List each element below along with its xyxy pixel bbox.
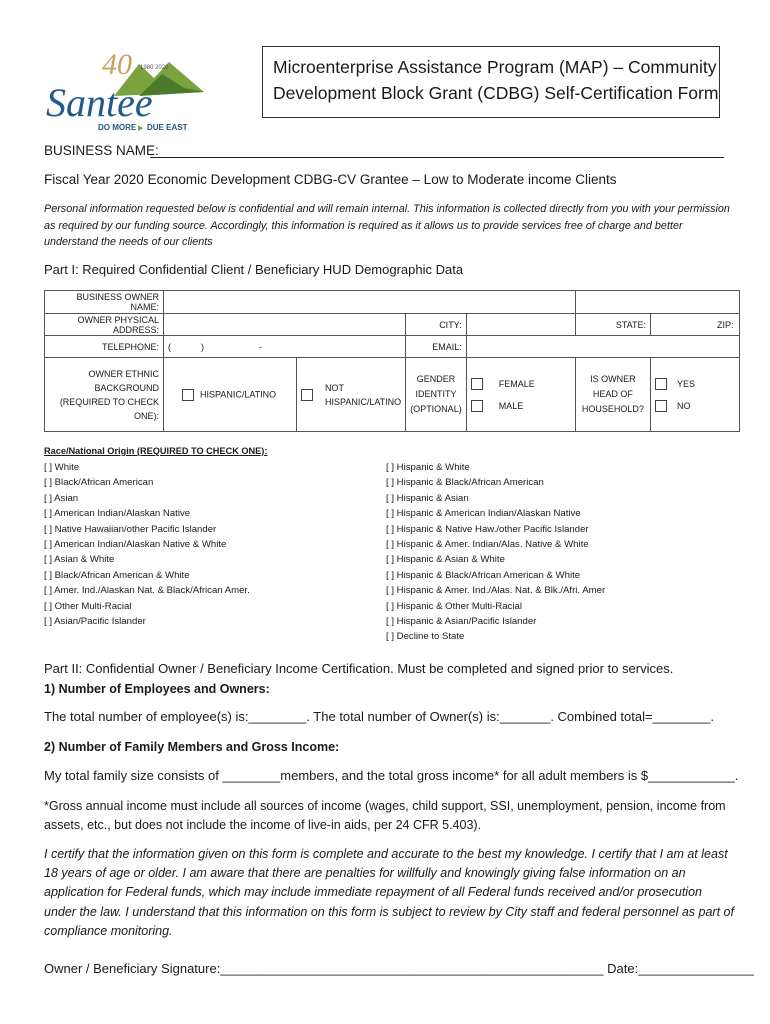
- gross-income-note: *Gross annual income must include all sources of income (wages, child support, SSI, unemployment, pension, income from assets, etc., but does not include the income of live-in aids, per 24 CFR 5.403).: [44, 799, 726, 832]
- race-option[interactable]: [ ] Hispanic & Amer. Ind./Alas. Nat. & Blk./Afri. Amer: [386, 585, 606, 597]
- intro-paragraph: Personal information requested below is confidential and will remain internal. This information is collected directly from you with your permission as required by our funding source. Accordingly, this information is required as it allows us to provide services free of charge and better understand the needs of our clients: [44, 203, 730, 248]
- race-option[interactable]: [ ] Hispanic & Asian: [386, 492, 469, 504]
- no-label: NO: [677, 400, 691, 411]
- fiscal-year-heading: Fiscal Year 2020 Economic Development CDBG-CV Grantee – Low to Moderate income Clients: [44, 172, 617, 187]
- form-title-line1: Microenterprise Assistance Program (MAP) – Community: [273, 57, 717, 77]
- ethnic-label-line1: OWNER ETHNIC BACKGROUND: [88, 368, 159, 393]
- state-label: STATE:: [575, 314, 650, 336]
- family-income-line[interactable]: My total family size consists of ________members, and the total gross income* for all adult members is $____________.: [44, 768, 739, 783]
- zip-cell[interactable]: [651, 314, 740, 336]
- male-checkbox[interactable]: [471, 400, 483, 412]
- race-option[interactable]: [ ] White: [44, 462, 80, 473]
- race-option[interactable]: [ ] Other Multi-Racial: [44, 600, 132, 612]
- race-option[interactable]: [ ] Decline to State: [386, 631, 465, 643]
- tel-close-paren: ): [201, 341, 204, 352]
- not-hispanic-option[interactable]: [297, 358, 406, 432]
- anniversary-years: 1980 2020: [140, 65, 169, 71]
- race-option[interactable]: [ ] Asian & White: [44, 554, 115, 566]
- owner-name-field-extra[interactable]: [575, 291, 739, 314]
- race-option[interactable]: [ ] Asian: [44, 492, 79, 504]
- brand-name: Santee: [46, 80, 153, 125]
- tel-open-paren: (: [168, 341, 171, 352]
- certification-statement: I certify that the information given on this form is complete and accurate to the best my knowledge. I certify that I am at least 18 years of age or older. I am aware that there are penalties for willfully and knowingly giving false information on an application for Federal funds, which may include immediate repayment of all Federal funds received and/or prosecution under the law. I understand that this information on this form is subject to review by City staff and federal personnel as part of compliance monitoring.: [44, 847, 734, 938]
- female-label: FEMALE: [498, 378, 535, 389]
- yes-checkbox[interactable]: [655, 378, 667, 390]
- race-list-right: [386, 460, 605, 645]
- business-name-label: BUSINESS NAME:: [44, 143, 159, 158]
- race-option[interactable]: [ ] Hispanic & Amer. Indian/Alas. Native & White: [386, 539, 589, 551]
- signature-line[interactable]: Owner / Beneficiary Signature:_____________________________________________________ Date:________________: [44, 961, 754, 976]
- santee-logo-graphic: [44, 44, 214, 134]
- ethnic-label-line2: (REQUIRED TO CHECK ONE):: [59, 396, 159, 421]
- no-checkbox[interactable]: [655, 400, 667, 412]
- race-option[interactable]: [ ] Black/African American: [44, 477, 154, 489]
- zip-label: ZIP:: [717, 319, 734, 330]
- santee-logo: [44, 44, 214, 134]
- owner-name-label: BUSINESS OWNER NAME:: [45, 291, 164, 314]
- business-name-field[interactable]: [150, 157, 724, 158]
- hispanic-checkbox[interactable]: [182, 389, 194, 401]
- gender-line3: (OPTIONAL): [410, 404, 462, 414]
- telephone-field[interactable]: [164, 336, 406, 358]
- gender-line1: GENDER: [416, 374, 456, 384]
- gender-options: [466, 358, 575, 432]
- telephone-label: TELEPHONE:: [45, 336, 164, 358]
- race-list-left: [44, 460, 250, 629]
- email-label: EMAIL:: [406, 336, 467, 358]
- race-option[interactable]: [ ] Hispanic & Other Multi-Racial: [386, 600, 522, 612]
- owner-name-field[interactable]: [164, 291, 576, 314]
- question-1-heading: 1) Number of Employees and Owners:: [44, 682, 270, 696]
- hoh-options: [651, 358, 740, 432]
- city-label: CITY:: [406, 314, 467, 336]
- hoh-line3: HOUSEHOLD?: [581, 404, 644, 414]
- address-label: OWNER PHYSICAL ADDRESS:: [45, 314, 164, 336]
- race-option[interactable]: [ ] Amer. Ind./Alaskan Nat. & Black/African Amer.: [44, 585, 250, 597]
- race-option[interactable]: [ ] Hispanic & White: [386, 462, 470, 473]
- race-option[interactable]: [ ] Hispanic & Black/African American: [386, 477, 544, 489]
- hispanic-label: HISPANIC/LATINO: [200, 388, 277, 399]
- anniversary-number: 40: [102, 48, 132, 81]
- race-option[interactable]: [ ] Hispanic & Black/African American & White: [386, 569, 581, 581]
- tagline: DO MORE: [98, 123, 137, 132]
- no-option[interactable]: [655, 395, 735, 417]
- gender-line2: IDENTITY: [415, 389, 457, 399]
- male-option[interactable]: [471, 395, 571, 417]
- city-field[interactable]: [466, 314, 575, 336]
- email-field[interactable]: [466, 336, 739, 358]
- address-field[interactable]: [164, 314, 406, 336]
- female-option[interactable]: [471, 373, 571, 395]
- tagline-arrow: ▶: [138, 125, 144, 132]
- race-option[interactable]: [ ] Hispanic & Asian/Pacific Islander: [386, 616, 537, 628]
- race-option[interactable]: [ ] Hispanic & American Indian/Alaskan Native: [386, 508, 581, 520]
- race-option[interactable]: [ ] Native Hawaiian/other Pacific Islander: [44, 523, 217, 535]
- employee-count-line[interactable]: The total number of employee(s) is:________. The total number of Owner(s) is:_______. Combined total=________.: [44, 709, 715, 724]
- form-title-line2: Development Block Grant (CDBG) Self-Certification Form: [273, 83, 719, 103]
- not-label-line2: HISPANIC/LATINO: [325, 396, 402, 407]
- race-option[interactable]: [ ] Hispanic & Native Haw./other Pacific Islander: [386, 523, 589, 535]
- not-hispanic-checkbox[interactable]: [301, 389, 313, 401]
- part1-title: Part I: Required Confidential Client / Beneficiary HUD Demographic Data: [44, 262, 464, 277]
- gender-label: [406, 358, 467, 432]
- tagline-east: DUE EAST: [147, 123, 188, 132]
- not-label-line1: NOT: [325, 382, 344, 393]
- tel-dash: -: [259, 341, 262, 352]
- male-label: MALE: [498, 400, 524, 411]
- part2-title: Part II: Confidential Owner / Beneficiary Income Certification. Must be completed and signed prior to services.: [44, 661, 674, 676]
- yes-label: YES: [677, 378, 696, 389]
- race-option[interactable]: [ ] American Indian/Alaskan Native & White: [44, 539, 227, 551]
- hispanic-option[interactable]: [164, 358, 297, 432]
- race-option[interactable]: [ ] American Indian/Alaskan Native: [44, 508, 191, 520]
- hoh-line1: IS OWNER: [590, 374, 636, 384]
- race-option[interactable]: [ ] Hispanic & Asian & White: [386, 554, 505, 566]
- ethnic-label: [45, 358, 164, 432]
- demographic-table: [44, 290, 740, 432]
- race-heading: Race/National Origin (REQUIRED TO CHECK ONE):: [44, 446, 268, 456]
- question-2-heading: 2) Number of Family Members and Gross Income:: [44, 740, 340, 754]
- hoh-line2: HEAD OF: [592, 389, 633, 399]
- race-option[interactable]: [ ] Asian/Pacific Islander: [44, 616, 146, 628]
- female-checkbox[interactable]: [471, 378, 483, 390]
- race-option[interactable]: [ ] Black/African American & White: [44, 569, 190, 581]
- yes-option[interactable]: [655, 373, 735, 395]
- form-title-box: [262, 46, 720, 118]
- head-of-household-label: [575, 358, 650, 432]
